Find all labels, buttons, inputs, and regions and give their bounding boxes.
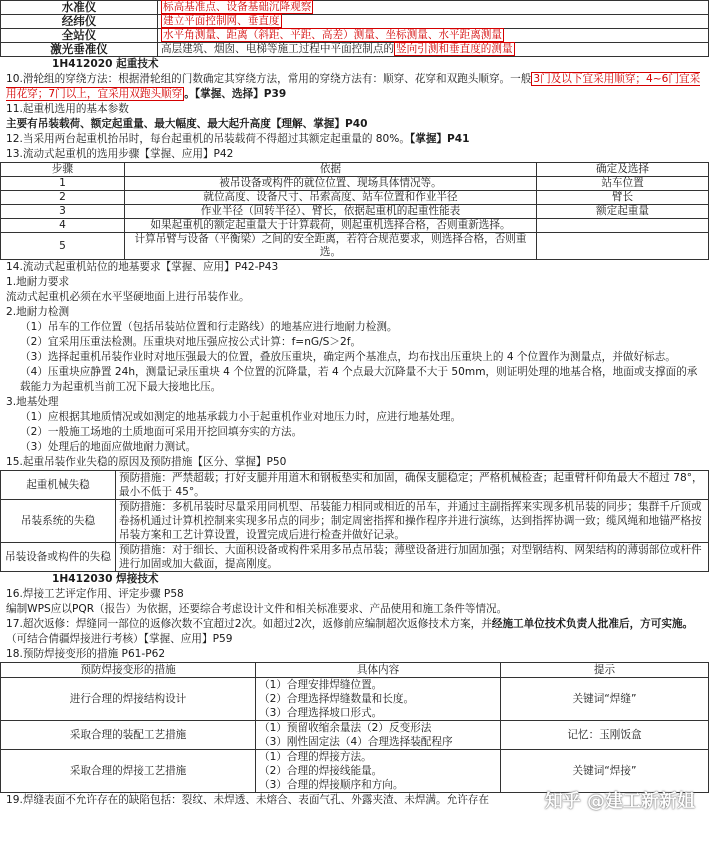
content-line: （1）预留收缩余量法（2）反变形法 bbox=[259, 722, 432, 734]
crane-steps-table bbox=[0, 162, 709, 260]
content-line: （3）合理选择坡口形式。 bbox=[259, 707, 383, 719]
measure-cell: 采取合理的焊接工艺措施 bbox=[1, 750, 256, 793]
content-line: （3）合理的焊接顺序和方向。 bbox=[259, 779, 404, 791]
measure-cell: 采取合理的装配工艺措施 bbox=[1, 721, 256, 750]
item-14-2c: （3）选择起重机吊装作业时对地压强最大的位置，叠放压重块，确定两个基准点，均布找出压重块上的 4 个位置作为测量点，并做好标志。 bbox=[20, 351, 676, 363]
table-cell: 2 bbox=[1, 191, 125, 205]
item-14-3a: （1）应根据其地质情况或如测定的地基承载力小于起重机作业对地压力时，应进行地基处理。 bbox=[20, 411, 462, 423]
table-cell: 站车位置 bbox=[537, 177, 709, 191]
table-row bbox=[1, 233, 709, 260]
table-row bbox=[1, 177, 709, 191]
table-row bbox=[1, 721, 709, 750]
instability-type: 吊装系统的失稳 bbox=[1, 500, 116, 543]
table-cell: 被吊设备或构件的就位位置、现场具体情况等。 bbox=[125, 177, 537, 191]
tip-cell: 记忆：玉刚饭盒 bbox=[501, 721, 709, 750]
instrument-use-highlight: 建立平面控制网、垂直度 bbox=[163, 15, 280, 27]
table-cell: 作业半径（回转半径）、臂长，依据起重机的起重性能表 bbox=[125, 205, 537, 219]
table-row bbox=[1, 219, 709, 233]
item-14-2: 2.地耐力检测 bbox=[6, 306, 70, 318]
instability-measure: 预防措施：多机吊装时尽量采用同机型、吊装能力相同或相近的吊车，并通过主副指挥来实现多机吊装的同步；集群千斤顶或卷扬机通过计算机控制来实现多吊点的同步；制定周密指挥和操作程序并进行演练，达到指挥协调一致；缆风绳和地锚严格按吊装方案和工艺计算设置，设置完成后进行检查并做好记录。 bbox=[116, 500, 709, 543]
tip-cell: 关键词“焊缝” bbox=[501, 678, 709, 721]
table-cell bbox=[537, 233, 709, 260]
section-title-lifting: 1H412020 起重技术 bbox=[52, 58, 159, 70]
content-line: （2）合理选择焊缝数量和长度。 bbox=[259, 693, 415, 705]
section-title-welding: 1H412030 焊接技术 bbox=[52, 573, 159, 585]
instability-table bbox=[0, 470, 709, 572]
item-14-3b: （2）一般施工场地的土质地面可采用开挖回填夯实的方法。 bbox=[20, 426, 303, 438]
tip-cell: 关键词“焊接” bbox=[501, 750, 709, 793]
item-14-2d: （4）压重块应静置 24h，测量记录压重块 4 个位置的沉降量，若 4 个点最大沉降量不大于 50mm，则证明处理的地基合格，地面或支撑面的承载能力为起重机当前工况下最大接地比压。 bbox=[20, 366, 698, 393]
instrument-use-highlight: 竖向引测和垂直度的测量 bbox=[396, 43, 513, 55]
item-16a: 编制WPS应以PQR（报告）为依据，还要综合考虑设计文件和相关标准要求、产品使用和施工条件等情况。 bbox=[6, 603, 508, 615]
table-cell: 额定起重量 bbox=[537, 205, 709, 219]
watermark: 知乎 @建工新新姐 bbox=[544, 791, 695, 812]
item-14-3c: （3）处理后的地面应做地耐力测试。 bbox=[20, 441, 197, 453]
instrument-row bbox=[1, 15, 709, 29]
item-11: 11.起重机选用的基本参数 bbox=[6, 103, 129, 115]
instrument-table bbox=[0, 0, 709, 57]
item-15: 15.起重吊装作业失稳的原因及预防措施【区分、掌握】P50 bbox=[6, 456, 287, 468]
content-cell bbox=[256, 678, 501, 721]
instrument-row bbox=[1, 1, 709, 15]
col-header-step: 步骤 bbox=[1, 163, 125, 177]
instrument-row bbox=[1, 29, 709, 43]
col-header-measure: 预防焊接变形的措施 bbox=[1, 663, 256, 678]
item-12: 12.当采用两台起重机抬吊时，每台起重机的吊装载荷不得超过其额定起重量的 80%。【掌握】P41 bbox=[6, 133, 470, 145]
item-14-1: 1.地耐力要求 bbox=[6, 276, 70, 288]
measure-cell: 进行合理的焊接结构设计 bbox=[1, 678, 256, 721]
instrument-use bbox=[158, 29, 709, 43]
item-10-highlight: 3门及以下宜采用顺穿；4~6门宜采用花穿；7门以上，宜采用双跑头顺穿 bbox=[6, 73, 701, 100]
instability-type: 吊装设备或构件的失稳 bbox=[1, 543, 116, 572]
table-row bbox=[1, 500, 709, 543]
item-10: 10.滑轮组的穿绕方法：根据滑轮组的门数确定其穿绕方法，常用的穿绕方法有：顺穿、花穿和双跑头顺穿。一般 3门及以下宜采用顺穿；4~6门宜采用花穿；7门以上，宜采用双跑头顺穿 。【掌握、选择】P39 bbox=[6, 73, 701, 100]
item-11-answer: 主要有吊装载荷、额定起重量、最大幅度、最大起升高度【理解、掌握】P40 bbox=[6, 118, 368, 130]
content-line: （2）合理的焊接线能量。 bbox=[259, 765, 383, 777]
item-13: 13.流动式起重机的选用步骤【掌握、应用】P42 bbox=[6, 148, 234, 160]
content-cell bbox=[256, 750, 501, 793]
table-row bbox=[1, 678, 709, 721]
table-cell: 就位高度、设备尺寸、吊索高度、站车位置和作业半径 bbox=[125, 191, 537, 205]
col-header-choice: 确定及选择 bbox=[537, 163, 709, 177]
item-14-2a: （1）吊车的工作位置（包括吊装站位置和行走路线）的地基应进行地耐力检测。 bbox=[20, 321, 398, 333]
instrument-use-highlight: 标高基准点、设备基础沉降观察 bbox=[163, 1, 312, 13]
item-19: 19.焊缝表面不允许存在的缺陷包括：裂纹、未焊透、未熔合、表面气孔、外露夹渣、未焊满。允许存在 bbox=[6, 794, 489, 806]
table-cell bbox=[537, 219, 709, 233]
item-17: 17.超次返修：焊缝同一部位的返修次数不宜超过2次。如超过2次，返修前应编制超次返修技术方案，并经施工单位技术负责人批准后，方可实施。（可结合倩疆焊接进行考核）【掌握、应用】P59 bbox=[6, 618, 694, 645]
item-14-3: 3.地基处理 bbox=[6, 396, 59, 408]
table-cell: 臂长 bbox=[537, 191, 709, 205]
col-header-basis: 依据 bbox=[125, 163, 537, 177]
instrument-row bbox=[1, 43, 709, 57]
item-18: 18.预防焊接变形的措施 P61-P62 bbox=[6, 648, 166, 660]
content-line: （3）刚性固定法（4）合理选择装配程序 bbox=[259, 736, 453, 748]
item-14: 14.流动式起重机站位的地基要求【掌握、应用】P42-P43 bbox=[6, 261, 279, 273]
item-14-2b: （2）宜采用压重法检测。压重块对地压强应按公式计算：f=nG/S＞2f。 bbox=[20, 336, 362, 348]
table-row bbox=[1, 205, 709, 219]
col-header-content: 具体内容 bbox=[256, 663, 501, 678]
table-cell: 5 bbox=[1, 233, 125, 260]
table-cell: 1 bbox=[1, 177, 125, 191]
col-header-tip: 提示 bbox=[501, 663, 709, 678]
instrument-name: 激光垂准仪 bbox=[1, 43, 158, 57]
instrument-use: 高层建筑、烟囱、电梯等施工过程中平面控制点的 竖向引测和垂直度的测量 bbox=[158, 43, 709, 57]
instrument-use bbox=[158, 15, 709, 29]
instability-type: 起重机械失稳 bbox=[1, 471, 116, 500]
content-line: （1）合理的焊接方法。 bbox=[259, 751, 372, 763]
instrument-use-highlight: 水平角测量、距离（斜距、平距、高差）测量、坐标测量、水平距离测量 bbox=[163, 29, 502, 41]
table-cell: 4 bbox=[1, 219, 125, 233]
instability-measure: 预防措施：对于细长、大面积设备或构件采用多吊点吊装；薄壁设备进行加固加强；对型钢结构、网架结构的薄弱部位或杆件进行加固或加大截面，提高刚度。 bbox=[116, 543, 709, 572]
instability-measure: 预防措施：严禁超载；打好支腿并用道木和钢板垫实和加固，确保支腿稳定；严格机械检查；起重臂杆仰角最大不超过 78°，最小不低于 45°。 bbox=[116, 471, 709, 500]
weld-deformation-table bbox=[0, 662, 709, 793]
item-14-1a: 流动式起重机必须在水平坚硬地面上进行吊装作业。 bbox=[6, 291, 250, 303]
instrument-name: 全站仪 bbox=[1, 29, 158, 43]
table-row bbox=[1, 191, 709, 205]
table-row bbox=[1, 471, 709, 500]
instrument-use bbox=[158, 1, 709, 15]
instrument-name: 经纬仪 bbox=[1, 15, 158, 29]
table-cell: 如果起重机的额定起重量大于计算载荷，则起重机选择合格，否则重新选择。 bbox=[125, 219, 537, 233]
item-16: 16.焊接工艺评定作用、评定步骤 P58 bbox=[6, 588, 184, 600]
table-cell: 计算吊臂与设备（平衡梁）之间的安全距离，若符合规范要求，则选择合格，否则重选。 bbox=[125, 233, 537, 260]
instrument-name: 水准仪 bbox=[1, 1, 158, 15]
table-cell: 3 bbox=[1, 205, 125, 219]
content-line: （1）合理安排焊缝位置。 bbox=[259, 679, 383, 691]
table-row bbox=[1, 543, 709, 572]
content-cell bbox=[256, 721, 501, 750]
